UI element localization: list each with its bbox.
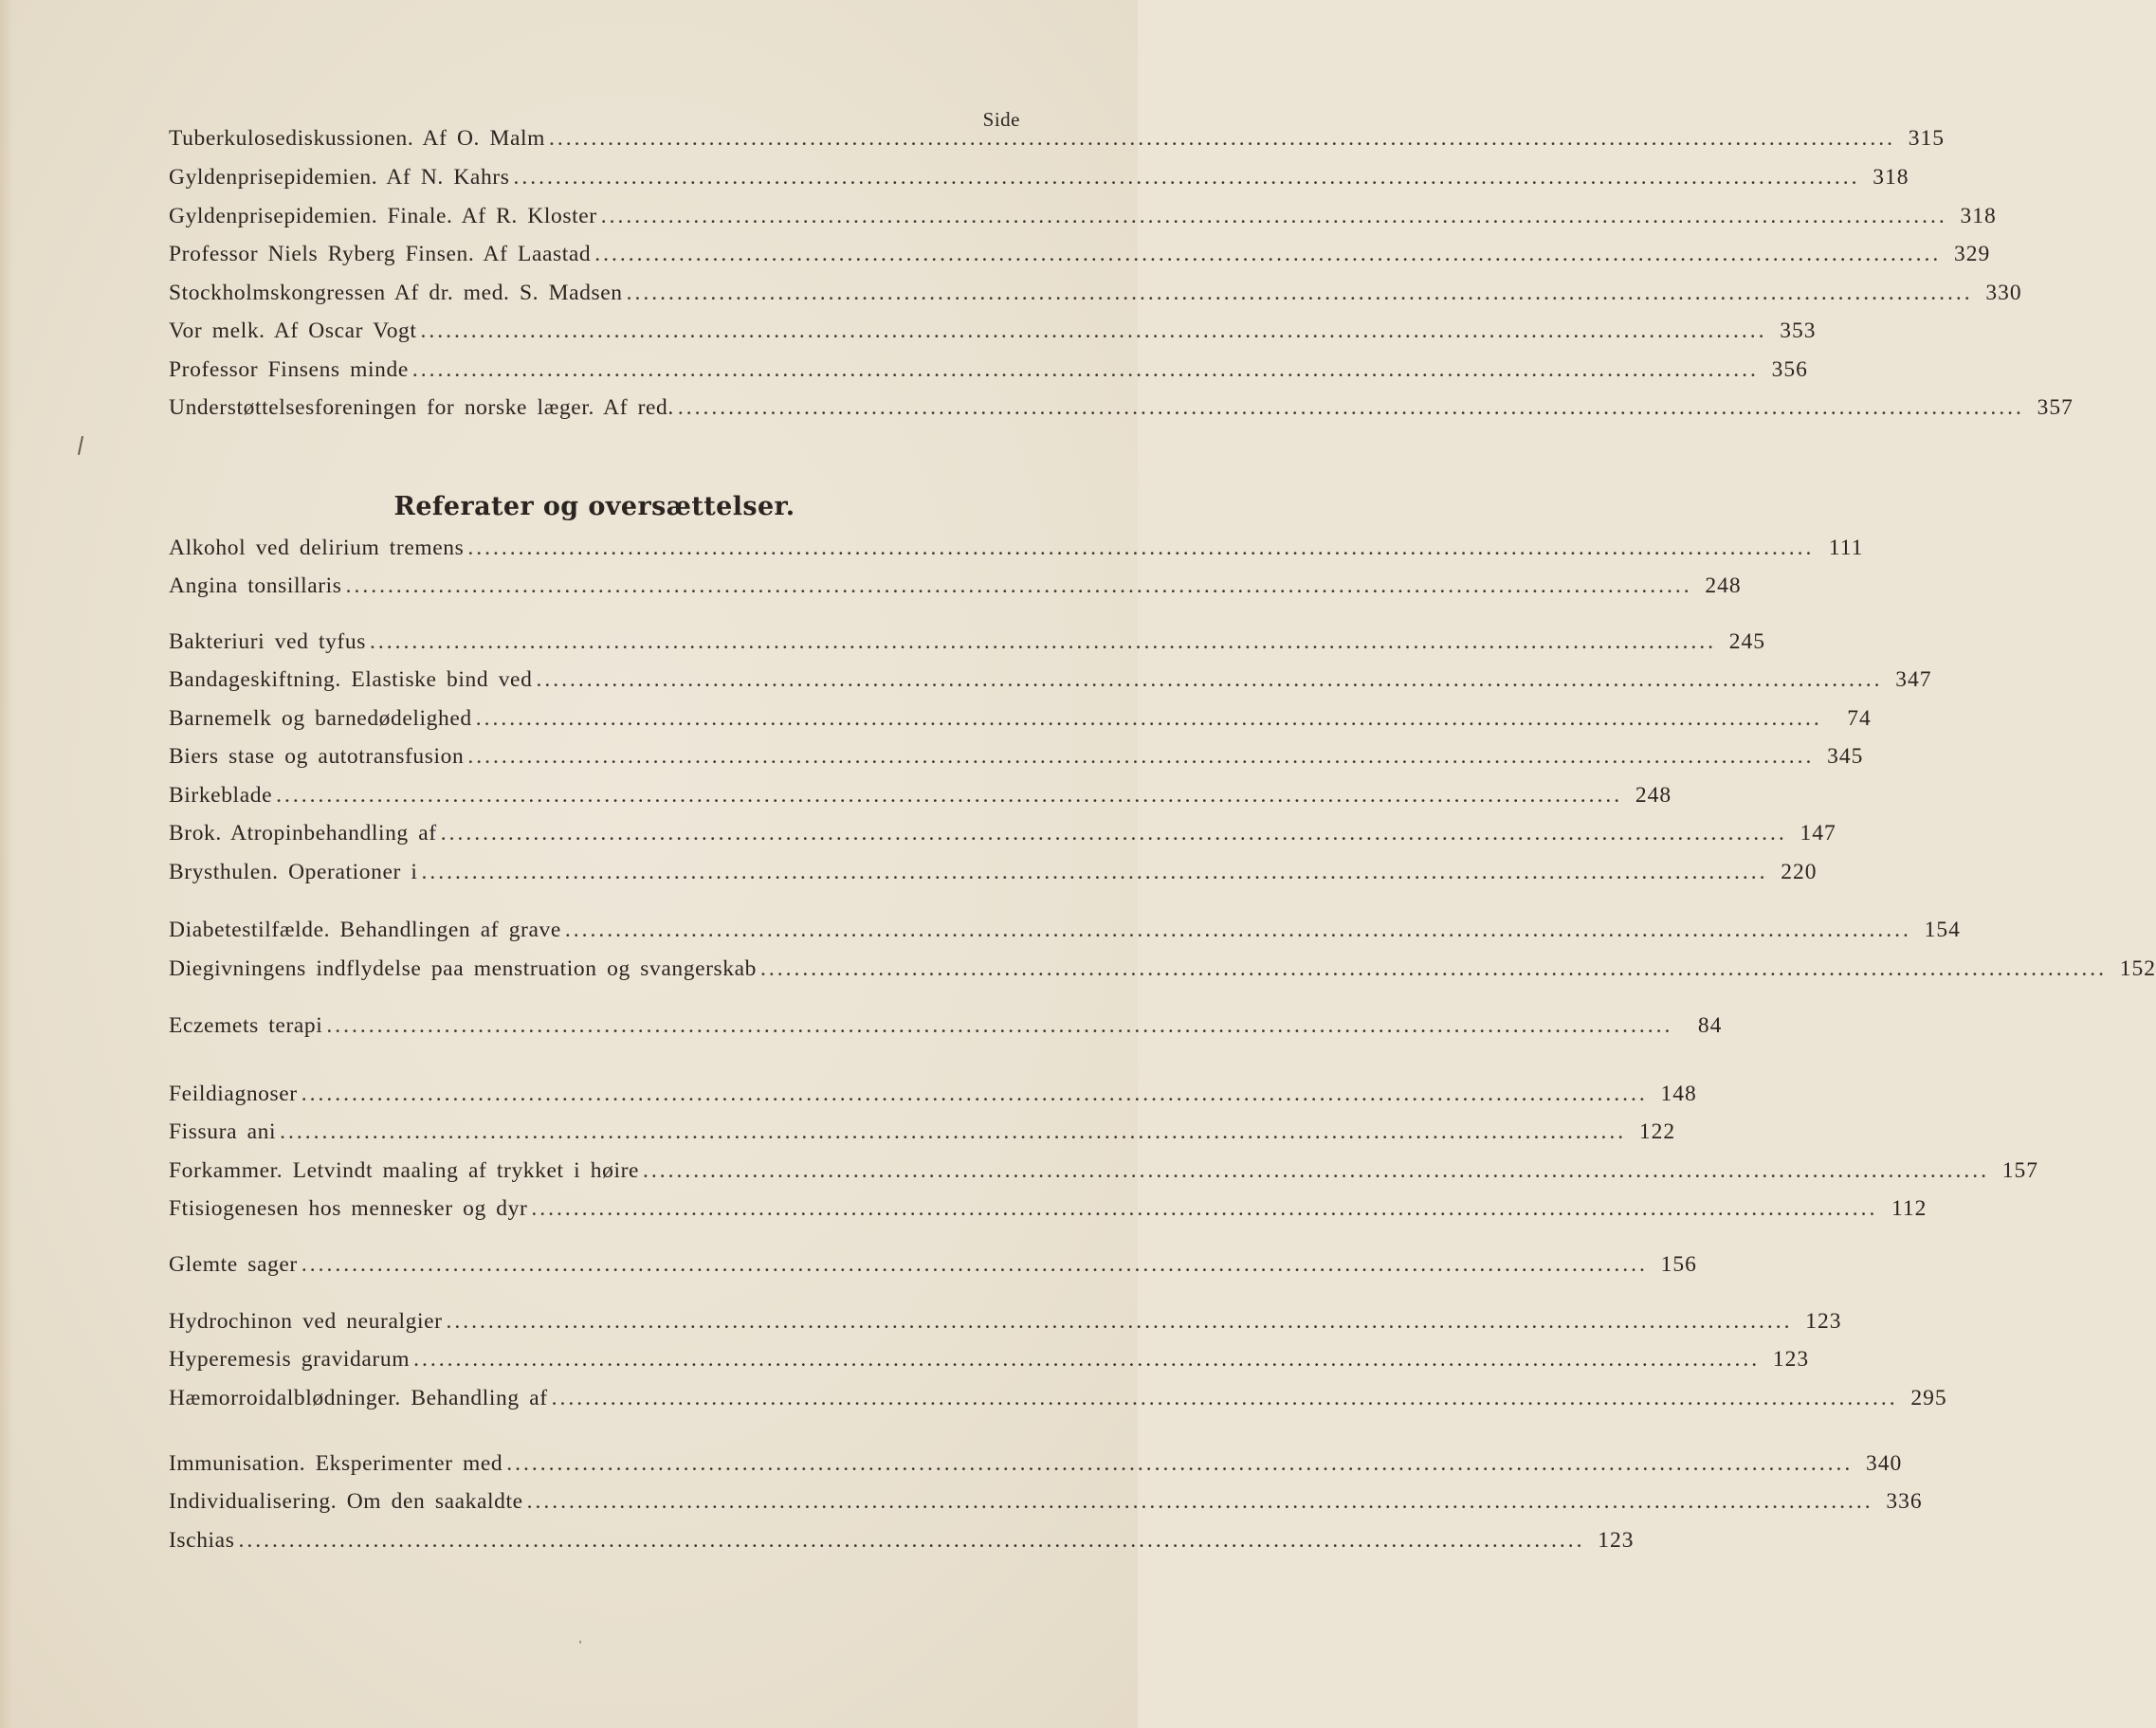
entry-page-number: 84 xyxy=(1697,1013,1723,1038)
entry-title: Birkeblade xyxy=(169,783,273,808)
entry-page-number: 315 xyxy=(1908,126,1946,151)
leader-dots: ................................................................................................................................................................ xyxy=(475,706,1822,731)
toc-entry xyxy=(169,161,1909,193)
leader-dots: ................................................................................................................................................................ xyxy=(549,126,1896,151)
entry-page-number: 356 xyxy=(1771,357,1808,382)
leader-dots: ................................................................................................................................................................ xyxy=(564,918,1911,942)
entry-page-number: 330 xyxy=(1985,281,2022,305)
entry-page-number: 152 xyxy=(2119,956,2156,981)
entry-title: Stockholmskongressen Af dr. med. S. Madsen xyxy=(169,281,623,305)
leader-dots: ................................................................................................................................................................ xyxy=(551,1386,1898,1410)
leader-dots: ................................................................................................................................................................ xyxy=(626,281,1973,305)
entry-title: Professor Finsens minde xyxy=(169,357,409,382)
entry-page-number: 148 xyxy=(1660,1082,1697,1106)
reference-entry xyxy=(169,1343,1810,1375)
leader-dots: ................................................................................................................................................................ xyxy=(513,165,1860,190)
entry-page-number: 245 xyxy=(1728,629,1765,654)
reference-entry xyxy=(169,914,1961,946)
entry-title: Glemte sager xyxy=(169,1252,298,1277)
reference-entry xyxy=(169,1155,2039,1187)
entry-page-number: 357 xyxy=(2037,395,2074,420)
entry-title: Brysthulen. Operationer i xyxy=(169,860,418,884)
entry-page-number: 157 xyxy=(2001,1158,2039,1183)
entry-page-number: 112 xyxy=(1891,1196,1928,1221)
entry-page-number: 123 xyxy=(1772,1347,1810,1372)
entry-title: Hydrochinon ved neuralgier xyxy=(169,1309,443,1334)
leader-dots: ................................................................................................................................................................ xyxy=(301,1252,1648,1277)
leader-dots: ................................................................................................................................................................ xyxy=(677,395,2024,420)
entry-title: Gyldenprisepidemien. Finale. Af R. Kloster xyxy=(169,204,597,228)
reference-entry xyxy=(169,1078,1697,1110)
reference-entry xyxy=(169,532,1864,564)
entry-title: Biers stase og autotransfusion xyxy=(169,744,465,769)
leader-dots: ................................................................................................................................................................ xyxy=(594,242,1942,266)
entry-page-number: 156 xyxy=(1660,1252,1697,1277)
reference-entry xyxy=(169,1382,1947,1414)
entry-title: Diabetestilfælde. Behandlingen af grave xyxy=(169,918,561,942)
leader-dots: ................................................................................................................................................................ xyxy=(467,536,1815,560)
leader-dots: ................................................................................................................................................................ xyxy=(526,1489,1873,1514)
entry-title: Fissura ani xyxy=(169,1119,277,1144)
reference-entry xyxy=(169,664,1932,696)
leader-dots: ................................................................................................................................................................ xyxy=(326,1013,1673,1038)
entry-page-number: 111 xyxy=(1828,536,1864,560)
leader-dots: ................................................................................................................................................................ xyxy=(506,1451,1854,1476)
entry-page-number: 154 xyxy=(1924,918,1961,942)
page-column-label: Side xyxy=(982,108,1020,131)
toc-entry xyxy=(169,277,2022,309)
leader-dots: ................................................................................................................................................................ xyxy=(369,629,1716,654)
entry-page-number: 248 xyxy=(1705,573,1742,598)
reference-entry xyxy=(169,740,1864,773)
toc-entry xyxy=(169,354,1808,386)
entry-title: Professor Niels Ryberg Finsen. Af Laastad xyxy=(169,242,592,266)
toc-entry xyxy=(169,122,1946,155)
reference-entry xyxy=(169,570,1742,602)
entry-page-number: 345 xyxy=(1827,744,1864,769)
entry-title: Vor melk. Af Oscar Vogt xyxy=(169,318,417,343)
entry-page-number: 353 xyxy=(1780,318,1817,343)
leader-dots: ................................................................................................................................................................ xyxy=(600,204,1947,228)
leader-dots: ................................................................................................................................................................ xyxy=(643,1158,1990,1183)
reference-entry xyxy=(169,1116,1676,1148)
leader-dots: ................................................................................................................................................................ xyxy=(446,1309,1793,1334)
entry-page-number: 295 xyxy=(1910,1386,1947,1410)
entry-title: Alkohol ved delirium tremens xyxy=(169,536,465,560)
entry-title: Feildiagnoser xyxy=(169,1082,298,1106)
entry-page-number: 318 xyxy=(1960,204,1997,228)
entry-title: Gyldenprisepidemien. Af N. Kahrs xyxy=(169,165,510,190)
entry-title: Immunisation. Eksperimenter med xyxy=(169,1451,503,1476)
toc-entry xyxy=(169,200,1997,232)
reference-entry xyxy=(169,1485,1923,1518)
reference-entry xyxy=(169,1305,1842,1337)
entry-page-number: 248 xyxy=(1635,783,1672,808)
reference-entry xyxy=(169,779,1672,811)
entry-page-number: 340 xyxy=(1866,1451,1903,1476)
toc-entry xyxy=(169,238,1991,270)
reference-entry xyxy=(169,702,1872,735)
entry-title: Bandageskiftning. Elastiske bind ved xyxy=(169,667,533,692)
entry-title: Understøttelsesforeningen for norske læger. Af red. xyxy=(169,395,674,420)
toc-entry xyxy=(169,391,2074,424)
reference-entry xyxy=(169,817,1836,849)
reference-entry xyxy=(169,1192,1928,1225)
leader-dots: ................................................................................................................................................................ xyxy=(467,744,1815,769)
entry-title: Hyperemesis gravidarum xyxy=(169,1347,411,1372)
leader-dots: ................................................................................................................................................................ xyxy=(531,1196,1878,1221)
entry-title: Ischias xyxy=(169,1528,235,1553)
page-edge-shading xyxy=(0,0,13,1728)
reference-entry xyxy=(169,1248,1697,1281)
ink-mark xyxy=(78,436,83,455)
entry-page-number: 336 xyxy=(1886,1489,1923,1514)
leader-dots: ................................................................................................................................................................ xyxy=(345,573,1692,598)
entry-page-number: 123 xyxy=(1805,1309,1842,1334)
section-heading: Referater og oversættelser. xyxy=(393,492,795,521)
entry-title: Forkammer. Letvindt maaling af trykket i høire xyxy=(169,1158,640,1183)
entry-title: Ftisiogenesen hos mennesker og dyr xyxy=(169,1196,528,1221)
entry-title: Diegivningens indflydelse paa menstruation og svangerskab xyxy=(169,956,758,981)
leader-dots: ................................................................................................................................................................ xyxy=(760,956,2108,981)
entry-page-number: 318 xyxy=(1873,165,1909,190)
leader-dots: ................................................................................................................................................................ xyxy=(276,783,1623,808)
entry-title: Tuberkulosediskussionen. Af O. Malm xyxy=(169,126,546,151)
entry-title: Hæmorroidalblødninger. Behandling af xyxy=(169,1386,548,1410)
toc-entry xyxy=(169,315,1817,347)
entry-page-number: 147 xyxy=(1800,821,1836,846)
reference-entry xyxy=(169,626,1765,658)
entry-page-number: 347 xyxy=(1895,667,1932,692)
reference-entry xyxy=(169,856,1818,888)
leader-dots: ................................................................................................................................................................ xyxy=(411,357,1759,382)
entry-title: Eczemets terapi xyxy=(169,1013,323,1038)
entry-title: Individualisering. Om den saakaldte xyxy=(169,1489,523,1514)
leader-dots: ................................................................................................................................................................ xyxy=(238,1528,1585,1553)
reference-entry xyxy=(169,953,2156,985)
entry-title: Brok. Atropinbehandling af xyxy=(169,821,437,846)
reference-entry xyxy=(169,1524,1635,1556)
leader-dots: ................................................................................................................................................................ xyxy=(280,1119,1627,1144)
leader-dots: ................................................................................................................................................................ xyxy=(413,1347,1761,1372)
leader-dots: ................................................................................................................................................................ xyxy=(421,860,1768,884)
entry-page-number: 122 xyxy=(1638,1119,1676,1144)
reference-entry xyxy=(169,1447,1903,1480)
ink-speck: ʼ xyxy=(578,1638,582,1651)
leader-dots: ................................................................................................................................................................ xyxy=(536,667,1883,692)
reference-entry xyxy=(169,1010,1723,1042)
entry-page-number: 220 xyxy=(1781,860,1818,884)
entry-page-number: 74 xyxy=(1847,706,1872,731)
entry-page-number: 329 xyxy=(1954,242,1991,266)
entry-title: Angina tonsillaris xyxy=(169,573,342,598)
leader-dots: ................................................................................................................................................................ xyxy=(420,318,1767,343)
entry-page-number: 123 xyxy=(1598,1528,1635,1553)
entry-title: Bakteriuri ved tyfus xyxy=(169,629,366,654)
leader-dots: ................................................................................................................................................................ xyxy=(440,821,1787,846)
leader-dots: ................................................................................................................................................................ xyxy=(301,1082,1648,1106)
entry-title: Barnemelk og barnedødelighed xyxy=(169,706,472,731)
